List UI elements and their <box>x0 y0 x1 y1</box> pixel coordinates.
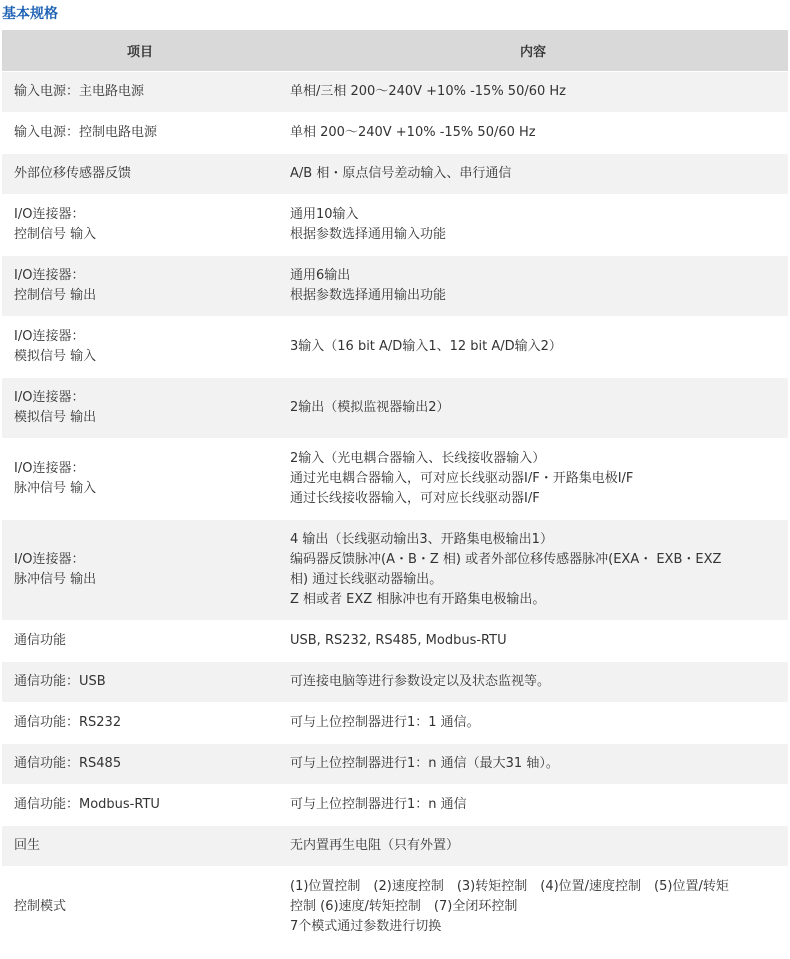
content-text: 2输入（光电耦合器输入、长线接收器输入） <box>290 451 546 466</box>
table-row <box>2 72 788 113</box>
table-row <box>2 195 788 256</box>
item-text: I/O连接器： <box>14 390 85 405</box>
table-row <box>2 378 788 439</box>
content-text: 可与上位控制器进行1：n 通信 <box>290 797 467 812</box>
content-cell <box>278 520 788 621</box>
item-cell <box>2 378 278 439</box>
item-text: 输入电源：控制电路电源 <box>14 125 158 140</box>
item-text: 通信功能：USB <box>14 674 106 689</box>
item-cell <box>2 826 278 867</box>
content-text: A/B 相・原点信号差动输入、串行通信 <box>290 166 512 181</box>
table-row <box>2 867 788 948</box>
table-body <box>2 72 788 948</box>
item-cell <box>2 621 278 662</box>
content-text: Z 相或者 EXZ 相脉冲也有开路集电极输出。 <box>290 592 546 607</box>
item-text: 控制信号 输入 <box>14 227 97 242</box>
item-text: 外部位移传感器反馈 <box>14 166 132 181</box>
content-text: 通用6输出 <box>290 268 351 283</box>
table-row <box>2 826 788 867</box>
item-text: 回生 <box>14 838 41 853</box>
content-cell <box>278 317 788 378</box>
spec-table <box>2 30 788 948</box>
table-row <box>2 662 788 703</box>
content-cell <box>278 785 788 826</box>
item-cell <box>2 72 278 113</box>
item-text: I/O连接器： <box>14 329 85 344</box>
column-header-item: 项目 <box>2 30 278 72</box>
item-text: 控制模式 <box>14 899 67 914</box>
item-text: I/O连接器： <box>14 552 85 567</box>
table-row <box>2 744 788 785</box>
table-row <box>2 439 788 520</box>
content-text: 相) 通过长线驱动器输出。 <box>290 572 443 587</box>
item-cell <box>2 113 278 154</box>
item-text: 模拟信号 输入 <box>14 349 97 364</box>
content-text: USB, RS232, RS485, Modbus-RTU <box>290 633 507 648</box>
item-cell <box>2 256 278 317</box>
content-text: 控制 (6)速度/转矩控制 (7)全闭环控制 <box>290 899 518 914</box>
content-text: 编码器反馈脉冲(A・B・Z 相) 或者外部位移传感器脉冲(EXA・ EXB・EXZ <box>290 552 722 567</box>
content-cell <box>278 621 788 662</box>
content-text: 通过长线接收器输入，可对应长线驱动器I/F <box>290 491 540 506</box>
content-cell <box>278 256 788 317</box>
column-header-content: 内容 <box>278 30 788 72</box>
content-cell <box>278 703 788 744</box>
content-cell <box>278 744 788 785</box>
item-text: 控制信号 输出 <box>14 288 97 303</box>
item-cell <box>2 662 278 703</box>
item-text: 通信功能：Modbus-RTU <box>14 797 160 812</box>
content-text: 通过光电耦合器输入，可对应长线驱动器I/F・开路集电极I/F <box>290 471 634 486</box>
table-row <box>2 703 788 744</box>
item-cell <box>2 195 278 256</box>
content-text: 3输入（16 bit A/D输入1、12 bit A/D输入2） <box>290 339 562 354</box>
item-text: 通信功能：RS232 <box>14 715 122 730</box>
item-text: 脉冲信号 输出 <box>14 572 97 587</box>
item-text: 模拟信号 输出 <box>14 410 97 425</box>
item-text: I/O连接器： <box>14 461 85 476</box>
content-text: 2输出（模拟监视器输出2） <box>290 400 450 415</box>
item-text: 脉冲信号 输入 <box>14 481 97 496</box>
item-cell <box>2 785 278 826</box>
content-text: 无内置再生电阻（只有外置） <box>290 838 460 853</box>
content-cell <box>278 113 788 154</box>
content-text: 可连接电脑等进行参数设定以及状态监视等。 <box>290 674 551 689</box>
item-text: 通信功能 <box>14 633 67 648</box>
item-cell <box>2 703 278 744</box>
item-cell <box>2 439 278 520</box>
table-row <box>2 256 788 317</box>
content-cell <box>278 867 788 948</box>
content-text: 通用10输入 <box>290 207 359 222</box>
content-text: 7个模式通过参数进行切换 <box>290 919 442 934</box>
content-text: (1)位置控制 (2)速度控制 (3)转矩控制 (4)位置/速度控制 (5)位置/转矩 <box>290 879 729 894</box>
section-title: 基本规格 <box>2 6 58 22</box>
content-cell <box>278 439 788 520</box>
table-row <box>2 113 788 154</box>
table-row <box>2 520 788 621</box>
content-cell <box>278 154 788 195</box>
item-cell <box>2 154 278 195</box>
content-text: 根据参数选择通用输入功能 <box>290 227 447 242</box>
item-cell <box>2 317 278 378</box>
table-row <box>2 621 788 662</box>
item-cell <box>2 867 278 948</box>
item-text: I/O连接器： <box>14 268 85 283</box>
content-text: 可与上位控制器进行1：n 通信（最大31 轴）。 <box>290 756 559 771</box>
content-text: 可与上位控制器进行1：1 通信。 <box>290 715 480 730</box>
content-cell <box>278 72 788 113</box>
item-text: I/O连接器： <box>14 207 85 222</box>
content-cell <box>278 195 788 256</box>
content-text: 根据参数选择通用输出功能 <box>290 288 447 303</box>
item-cell <box>2 744 278 785</box>
item-cell <box>2 520 278 621</box>
content-text: 单相 200～240V +10% -15% 50/60 Hz <box>290 125 536 140</box>
item-text: 通信功能：RS485 <box>14 756 122 771</box>
content-cell <box>278 826 788 867</box>
content-cell <box>278 662 788 703</box>
table-row <box>2 154 788 195</box>
table-row <box>2 785 788 826</box>
item-text: 输入电源：主电路电源 <box>14 84 145 99</box>
content-cell <box>278 378 788 439</box>
table-header-row <box>2 30 788 72</box>
content-text: 单相/三相 200～240V +10% -15% 50/60 Hz <box>290 84 566 99</box>
content-text: 4 输出（长线驱动输出3、开路集电极输出1） <box>290 532 553 547</box>
table-row <box>2 317 788 378</box>
